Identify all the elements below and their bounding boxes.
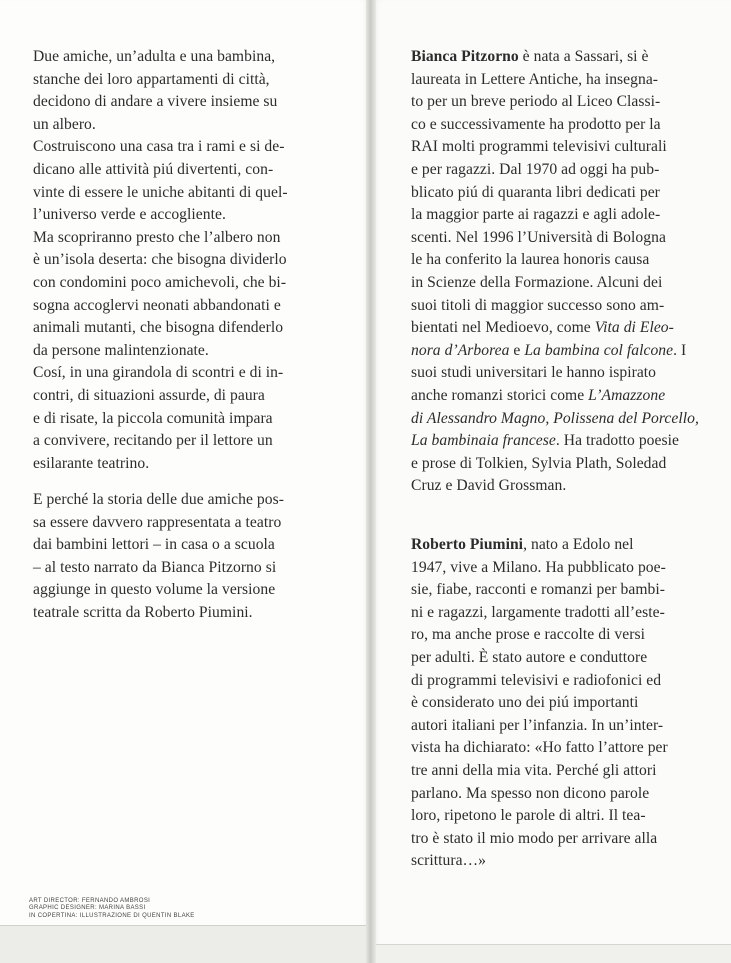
book-title: Vita di Eleo- <box>594 319 674 337</box>
text-line: per adulti. È stato autore e conduttore <box>411 648 648 666</box>
text-line: e per ragazzi. Dal 1970 ad oggi ha pub- <box>411 160 660 178</box>
text-line: aggiunge in questo volume la versione <box>33 581 276 599</box>
blurb-paragraph-2 <box>33 489 284 625</box>
text-run: . Ha tradotto poesie <box>555 432 679 450</box>
text-line: e prose di Tolkien, Sylvia Plath, Soledad <box>411 454 667 472</box>
text-line: Due amiche, un’adulta e una bambina, <box>33 48 276 65</box>
text-line: vista ha dichiarato: «Ho fatto l’attore per <box>411 739 668 757</box>
text-line: un albero. <box>33 115 96 133</box>
text-run: anche romanzi storici come <box>411 386 589 404</box>
text-line: RAI molti programmi televisivi culturali <box>411 138 667 156</box>
text-line: – al testo narrato da Bianca Pitzorno si <box>33 558 277 576</box>
book-title: nora d’Arborea <box>411 341 510 359</box>
text-line: E perché la storia delle due amiche pos- <box>33 491 284 508</box>
author-name: Bianca Pitzorno <box>411 48 519 65</box>
page-bottom-edge <box>0 925 369 963</box>
text-run: e <box>509 341 525 359</box>
credit-line: IN COPERTINA: ILLUSTRAZIONE DI QUENTIN BLAKE <box>29 912 195 919</box>
text-line: Cruz e David Grossman. <box>411 477 567 495</box>
text-line: è un’isola deserta: che bisogna dividerlo <box>33 251 287 269</box>
text-line: tre anni della mia vita. Perché gli attori <box>411 761 657 779</box>
text-run: , nato a Edolo nel <box>523 536 634 553</box>
author-bio-pitzorno <box>411 46 699 498</box>
text-line: stanche dei loro appartamenti di città, <box>33 70 270 88</box>
text-line <box>411 385 699 408</box>
page-bottom-edge <box>371 944 731 963</box>
author-bio-piumini <box>411 534 668 873</box>
text-line: suoi studi universitari le hanno ispirato <box>411 364 657 382</box>
text-line <box>411 534 668 557</box>
text-run: bientati nel Medioevo, come <box>411 319 595 337</box>
credits-block <box>29 898 195 920</box>
text-line: scenti. Nel 1996 l’Università di Bologna <box>411 228 666 246</box>
book-title: L’Amazzone <box>588 386 666 404</box>
text-line <box>411 46 699 69</box>
text-run: . I <box>673 341 687 359</box>
text-line: a convivere, recitando per il lettore un <box>33 432 273 450</box>
text-line: ni e ragazzi, largamente tradotti all’este- <box>411 603 665 621</box>
text-line: Ma scopriranno presto che l’albero non <box>33 228 281 246</box>
text-line: animali mutanti, che bisogna difenderlo <box>33 319 284 337</box>
text-line: le ha conferito la laurea honoris causa <box>411 251 650 269</box>
text-line: con condomini poco amichevoli, che bi- <box>33 273 287 291</box>
text-line: tro è stato il mio modo per arrivare alla <box>411 829 658 847</box>
text-line: Costruiscono una casa tra i rami e si de- <box>33 138 285 156</box>
text-line: scrittura…» <box>411 852 487 870</box>
text-line <box>411 430 699 453</box>
text-line: sogna accoglervi neonati abbandonati e <box>33 296 281 314</box>
text-line: l’universo verde e accogliente. <box>33 206 226 224</box>
text-line: e di risate, la piccola comunità impara <box>33 409 273 427</box>
text-line: la maggior parte ai ragazzi e agli adole- <box>411 206 661 224</box>
text-line: ro, ma anche prose e raccolte di versi <box>411 626 645 644</box>
text-line: blicato piú di quaranta libri dedicati per <box>411 183 660 201</box>
text-line: to per un breve periodo al Liceo Classi- <box>411 93 661 111</box>
text-line: contri, di situazioni assurde, di paura <box>33 386 265 404</box>
book-title-line: di Alessandro Magno, Polissena del Porcello, <box>411 409 699 427</box>
text-line: decidono di andare a vivere insieme su <box>33 93 278 111</box>
text-line: vinte di essere le uniche abitanti di quel- <box>33 183 288 201</box>
book-title: La bambinaia francese <box>411 432 556 450</box>
text-line: teatrale scritta da Roberto Piumini. <box>33 603 253 621</box>
credit-line: ART DIRECTOR: FERNANDO AMBROSI <box>29 898 151 904</box>
text-line: loro, ripetono le parole di altri. Il tea- <box>411 807 646 825</box>
text-line: da persone malintenzionate. <box>33 341 209 359</box>
book-gutter <box>366 0 376 963</box>
text-line: 1947, vive a Milano. Ha pubblicato poe- <box>411 558 666 576</box>
text-line: sie, fiabe, racconti e romanzi per bambi- <box>411 581 666 599</box>
text-run: è nata a Sassari, si è <box>518 48 649 65</box>
text-line: in Scienze della Formazione. Alcuni dei <box>411 273 663 291</box>
text-line <box>411 340 699 363</box>
text-line: parlano. Ma spesso non dicono parole <box>411 784 650 802</box>
text-line: suoi titoli di maggior successo sono am- <box>411 296 665 314</box>
text-line: laureata in Lettere Antiche, ha insegna- <box>411 70 659 88</box>
blurb-paragraph <box>33 46 288 475</box>
text-line: esilarante teatrino. <box>33 454 150 472</box>
text-line: co e successivamente ha prodotto per la <box>411 115 661 133</box>
text-line: dicano alle attività piú divertenti, con- <box>33 160 274 178</box>
text-line: Cosí, in una girandola di scontri e di in- <box>33 364 284 382</box>
book-title: La bambina col falcone <box>524 341 674 359</box>
text-line: sa essere davvero rappresentata a teatro <box>33 513 282 531</box>
text-line <box>411 317 699 340</box>
text-line: di programmi televisivi e radiofonici ed <box>411 671 662 689</box>
credit-line: GRAPHIC DESIGNER: MARINA BASSI <box>29 905 146 912</box>
author-name: Roberto Piumini <box>411 536 524 553</box>
text-line: autori italiani per l’infanzia. In un’inter- <box>411 716 664 734</box>
text-line: è considerato uno dei piú importanti <box>411 694 639 712</box>
text-line: dai bambini lettori – in casa o a scuola <box>33 536 275 554</box>
